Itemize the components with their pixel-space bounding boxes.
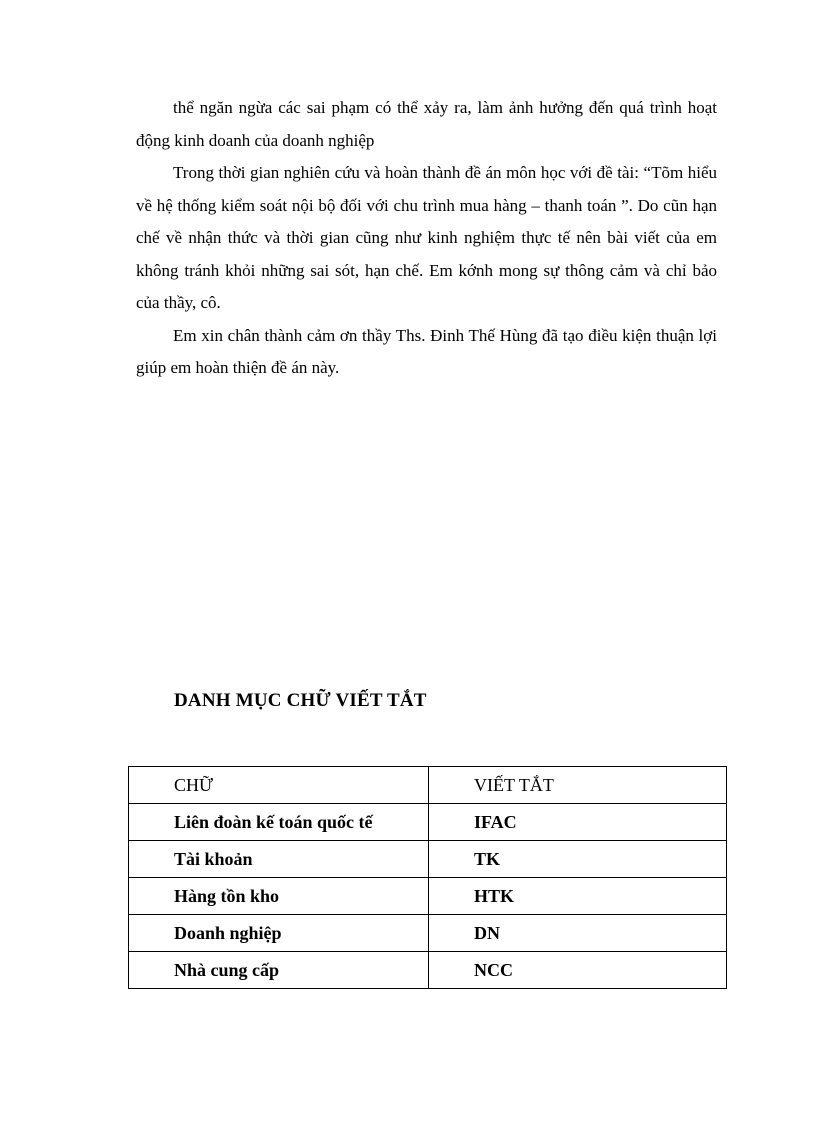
- term-cell: Nhà cung cấp: [129, 952, 429, 989]
- abbreviation-cell: HTK: [429, 878, 727, 915]
- abbreviation-cell: IFAC: [429, 804, 727, 841]
- term-cell: Doanh nghiệp: [129, 915, 429, 952]
- paragraph-continuation: thể ngăn ngừa các sai phạm có thể xảy ra, làm ảnh hưởng đến quá trình hoạt động kinh doanh của doanh nghiệp: [136, 98, 717, 150]
- body-text: [136, 92, 717, 385]
- table-row: [129, 804, 727, 841]
- abbreviations-heading: DANH MỤC CHỮ VIẾT TẮT: [174, 690, 427, 711]
- table-row: [129, 841, 727, 878]
- header-word: CHỮ: [129, 767, 429, 804]
- abbreviation-cell: DN: [429, 915, 727, 952]
- abbreviation-cell: NCC: [429, 952, 727, 989]
- paragraph-acknowledgement: Trong thời gian nghiên cứu và hoàn thành đề án môn học với đề tài: “Tõm hiểu về hệ thống kiểm soát nội bộ đối với chu trình mua hàng – thanh toán ”. Do cũn hạn chế về nhận thức và thời gian cũng như kinh nghiệm thực tế nên bài viết của em không tránh khỏi những sai sót, hạn chế. Em kớnh mong sự thông cảm và chỉ bảo của thầy, cô.: [136, 163, 717, 312]
- table-row: [129, 952, 727, 989]
- term-cell: Hàng tồn kho: [129, 878, 429, 915]
- abbreviation-cell: TK: [429, 841, 727, 878]
- header-abbreviation: VIẾT TẮT: [429, 767, 727, 804]
- paragraph-thanks: Em xin chân thành cảm ơn thầy Ths. Đinh Thế Hùng đã tạo điều kiện thuận lợi giúp em hoàn thiện đề án này.: [136, 325, 717, 377]
- term-cell: Liên đoàn kế toán quốc tế: [129, 804, 429, 841]
- abbreviations-table: [128, 766, 727, 989]
- table-row: [129, 915, 727, 952]
- term-cell: Tài khoản: [129, 841, 429, 878]
- table-header-row: [129, 767, 727, 804]
- table-row: [129, 878, 727, 915]
